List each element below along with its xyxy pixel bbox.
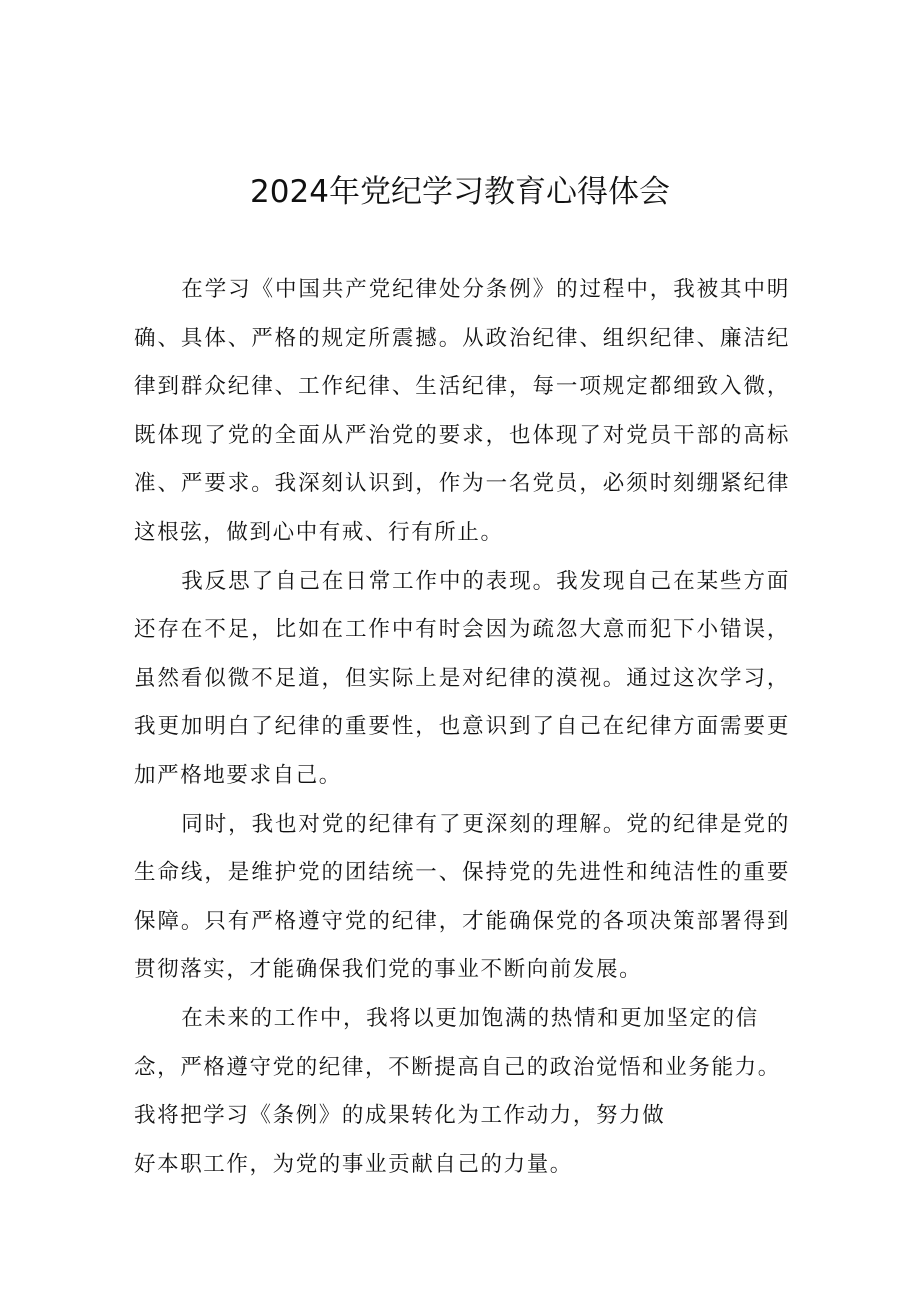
document-body bbox=[134, 266, 790, 1189]
document-title: 2024年党纪学习教育心得体会 bbox=[250, 174, 670, 210]
paragraph-1: 在学习《中国共产党纪律处分条例》的过程中，我被其中明确、具体、严格的规定所震撼。从政治纪律、组织纪律、廉洁纪律到群众纪律、工作纪律、生活纪律，每一项规定都细致入微，既体现了党的全面从严治党的要求，也体现了对党员干部的高标准、严要求。我深刻认识到，作为一名党员，必须时刻绷紧纪律这根弦，做到心中有戒、行有所止。 bbox=[134, 277, 790, 545]
paragraph-4-part-2: 好本职工作，为党的事业贡献自己的力量。 bbox=[134, 1151, 573, 1177]
paragraph-3: 同时，我也对党的纪律有了更深刻的理解。党的纪律是党的生命线，是维护党的团结统一、保持党的先进性和纯洁性的重要保障。只有严格遵守党的纪律，才能确保党的各项决策部署得到贯彻落实，才能确保我们党的事业不断向前发展。 bbox=[134, 811, 790, 983]
paragraph-2: 我反思了自己在日常工作中的表现。我发现自己在某些方面还存在不足，比如在工作中有时会因为疏忽大意而犯下小错误，虽然看似微不足道，但实际上是对纪律的漠视。通过这次学习，我更加明白了纪律的重要性，也意识到了自己在纪律方面需要更加严格地要求自己。 bbox=[134, 568, 790, 788]
paragraph-4 bbox=[134, 995, 790, 1189]
paragraph-4-part-1: 在未来的工作中，我将以更加饱满的热情和更加坚定的信念，严格遵守党的纪律，不断提高自己的政治觉悟和业务能力。我将把学习《条例》的成果转化为工作动力，努力做 bbox=[134, 1005, 781, 1129]
